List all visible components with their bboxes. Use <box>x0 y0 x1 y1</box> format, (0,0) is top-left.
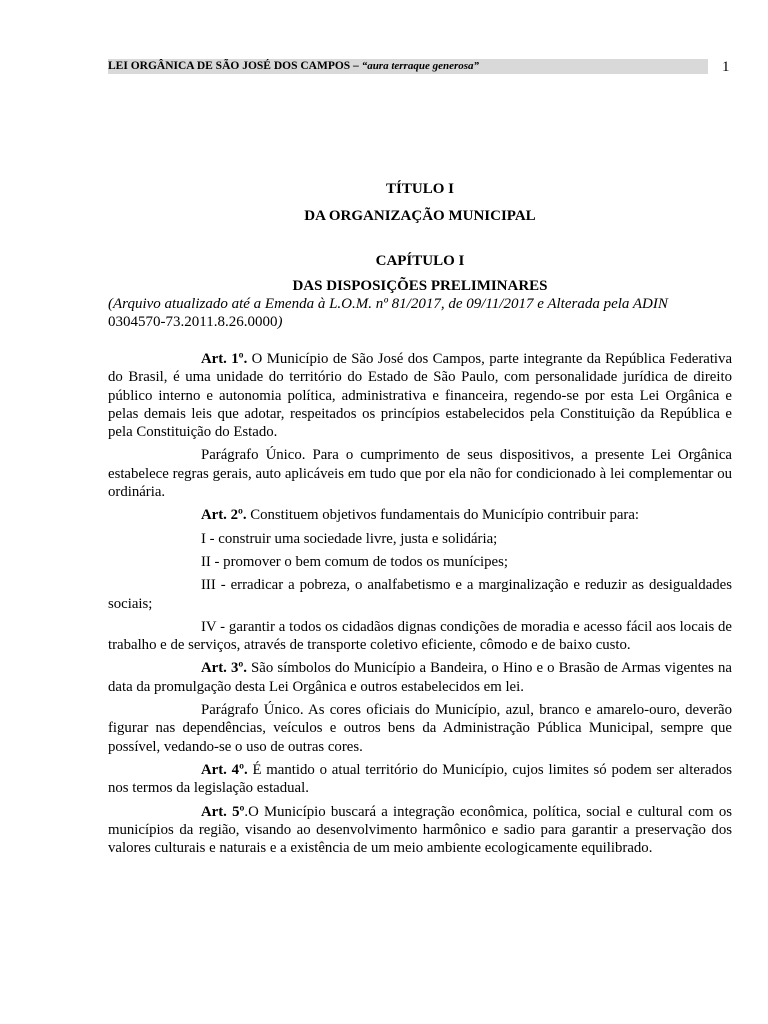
page-number: 1 <box>722 59 730 75</box>
article-label: Art. 2º. <box>201 507 247 524</box>
chapter-name: DAS DISPOSIÇÕES PRELIMINARES <box>292 278 548 294</box>
running-header <box>108 59 708 74</box>
header-motto: “aura terraque generosa” <box>361 60 480 72</box>
article-2-item: IV - garantir a todos os cidadãos dignas condições de moradia e acesso fácil aos locais de trabalho e de serviços, através de transporte coletivo eficiente, cômodo e de baixo custo. <box>108 618 732 654</box>
article-1-paragraph: Parágrafo Único. Para o cumprimento de seus dispositivos, a presente Lei Orgânica estabelece regras gerais, auto aplicáveis em tudo que por ela não for condicionado à lei complementar ou ordinária. <box>108 447 732 501</box>
article-label: Art. 4º. <box>201 761 248 778</box>
update-note-text: (Arquivo atualizado até a Emenda à L.O.M. nº 81/2017, de 09/11/2017 e Alterada pela ADIN <box>108 296 668 312</box>
article-label: Art. 5º <box>201 803 245 820</box>
article-2-item: III - erradicar a pobreza, o analfabetismo e a marginalização e reduzir as desigualdades sociais; <box>108 577 732 612</box>
header-law-title: LEI ORGÂNICA DE SÃO JOSÉ DOS CAMPOS – <box>108 60 362 72</box>
title-heading: TÍTULO I <box>386 181 454 197</box>
article-4: Art. 4º. É mantido o atual território do Município, cujos limites só podem ser alterados nos termos da legislação estadual. <box>108 761 732 797</box>
article-label: Art. 1º. <box>201 351 248 367</box>
article-2: Art. 2º. Constituem objetivos fundamentais do Município contribuir para: <box>201 507 640 524</box>
article-1: Art. 1º. O Município de São José dos Campos, parte integrante da República Federativa do Brasil, é uma unidade do território do Estado de São Paulo, com personalidade jurídica de direito público interno e autonomia política, administrativa e financeira, regendo-se por esta Lei Orgânica e pelas demais leis que adotar, respeitados os princípios estabelecidos pela Constituição da República e pela Constituição do Estado. <box>108 351 733 441</box>
title-name: DA ORGANIZAÇÃO MUNICIPAL <box>304 208 536 224</box>
article-5: Art. 5º.O Município buscará a integração econômica, política, social e cultural com os municípios da região, visando ao desenvolvimento harmônico e sadio para garantir a preservação dos valores culturais e naturais e a existência de um meio ambiente ecologicamente equilibrado. <box>108 803 732 857</box>
update-note-number: 0304570-73.2011.8.26.0000 <box>108 314 278 330</box>
document-body <box>108 350 732 862</box>
update-note: (Arquivo atualizado até a Emenda à L.O.M. nº 81/2017, de 09/11/2017 e Alterada pela ADIN 0304570-73.2011.8.26.0000) <box>108 296 668 330</box>
article-3: Art. 3º. São símbolos do Município a Bandeira, o Hino e o Brasão de Armas vigentes na data da promulgação desta Lei Orgânica e outros estabelecidos em lei. <box>108 660 732 695</box>
article-2-item: I - construir uma sociedade livre, justa e solidária; <box>201 530 498 547</box>
article-label: Art. 3º. <box>201 660 247 677</box>
article-2-item: II - promover o bem comum de todos os munícipes; <box>201 553 508 570</box>
article-3-paragraph: Parágrafo Único. As cores oficiais do Município, azul, branco e amarelo-ouro, deverão figurar nas dependências, veículos e outros bens da Administração Pública Municipal, sempre que possível, vedando-se o uso de outras cores. <box>108 702 732 755</box>
chapter-heading: CAPÍTULO I <box>375 253 465 269</box>
